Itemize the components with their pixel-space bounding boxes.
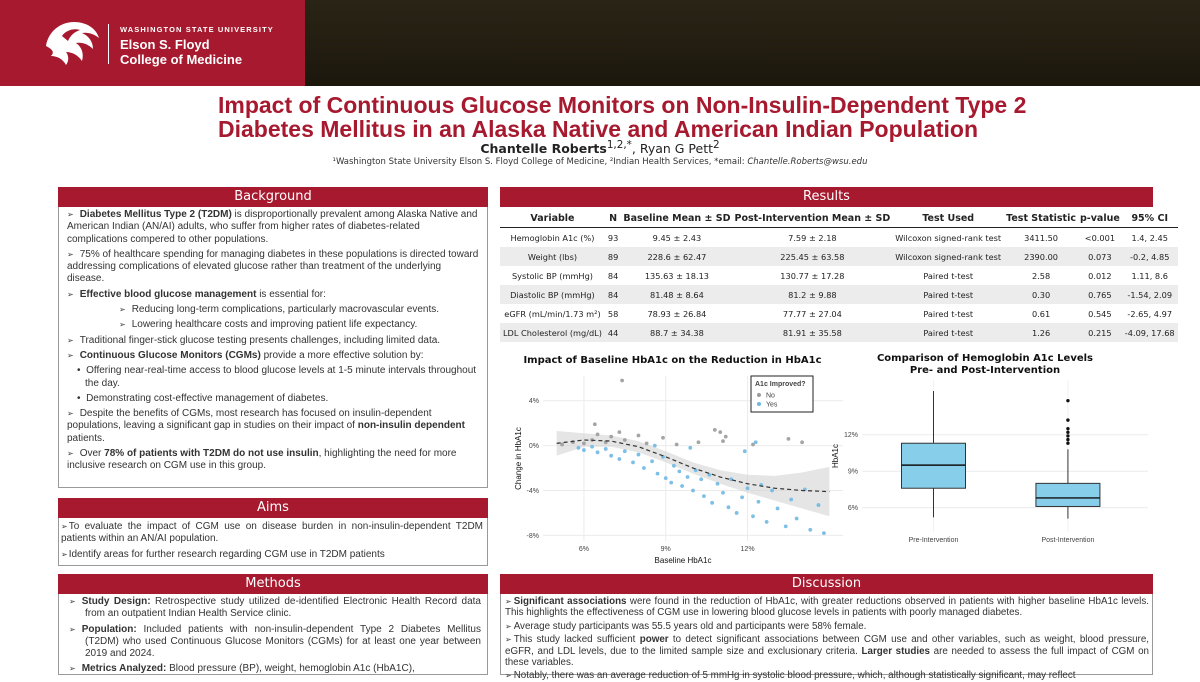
scatter-point xyxy=(765,520,769,524)
arrow-bullet-icon: ➢ xyxy=(61,549,68,559)
aims-item: ➢Identify areas for further research regarding CGM use in T2DM patients xyxy=(61,548,385,560)
arrow-bullet-icon: ➢ xyxy=(67,409,74,419)
discussion-heading: Discussion xyxy=(500,574,1153,594)
scatter-point xyxy=(686,475,690,479)
author-2-sup: 2 xyxy=(713,139,720,151)
poster-title xyxy=(218,93,1118,141)
table-cell: 93 xyxy=(607,232,619,243)
affiliation-line xyxy=(0,157,1200,167)
scatter-point xyxy=(596,450,600,454)
results-table-wrap xyxy=(500,210,1175,342)
outlier-point xyxy=(1066,431,1069,434)
outlier-point xyxy=(1066,418,1069,421)
table-cell: Wilcoxon signed-rank test xyxy=(895,232,1002,243)
results-column-header: Post-Intervention Mean ± SD xyxy=(733,210,893,228)
scatter-point xyxy=(713,428,717,432)
arrow-bullet-icon: ➢ xyxy=(119,305,126,315)
scatter-point xyxy=(609,435,613,439)
table-cell: 2390.00 xyxy=(1004,247,1078,266)
table-row xyxy=(500,285,1178,304)
scatter-point xyxy=(822,531,826,535)
arrow-bullet-icon: ➢ xyxy=(67,350,74,360)
table-cell: Paired t-test xyxy=(923,270,974,281)
methods-item: ➢ Metrics Analyzed: Blood pressure (BP), weight, hemoglobin A1c (HbA1C), xyxy=(69,663,415,675)
scatter-point xyxy=(582,448,586,452)
legend-label: No xyxy=(766,392,775,400)
outlier-point xyxy=(1066,438,1069,441)
scatter-point xyxy=(620,379,624,383)
scatter-point xyxy=(776,507,780,511)
scatter-point xyxy=(631,461,635,465)
background-item: ➢ Diabetes Mellitus Type 2 (T2DM) is disproportionally prevalent among Alaska Native and American Indian (AN/AI) adults, who suffer from higher rates of diabetes-related complications compered to other populations. xyxy=(67,209,478,245)
background-subitem: • Offering near-real-time access to blood glucose levels at 1-5 minute intervals throughout the day. xyxy=(77,365,477,389)
table-cell: 81.2 ± 9.88 xyxy=(733,285,893,304)
scatter-point xyxy=(677,470,681,474)
poster-title-line1: Impact of Continuous Glucose Monitors on Non-Insulin-Dependent Type 2 xyxy=(218,92,1027,118)
scatter-point xyxy=(702,494,706,498)
scatter-point xyxy=(593,422,597,426)
table-cell: -4.09, 17.68 xyxy=(1122,323,1178,342)
x-tick-label: 12% xyxy=(740,546,755,553)
table-row xyxy=(500,323,1178,342)
scatter-point xyxy=(642,466,646,470)
scatter-point xyxy=(743,449,747,453)
scatter-point xyxy=(650,459,654,463)
scatter-point xyxy=(727,505,731,509)
y-tick-label: -8% xyxy=(526,532,539,540)
table-row xyxy=(500,228,1178,248)
arrow-bullet-icon: ➢ xyxy=(69,664,76,674)
table-cell: 88.7 ± 34.38 xyxy=(621,323,732,342)
table-cell: 78.93 ± 26.84 xyxy=(647,308,707,319)
x-tick-label: Post-Intervention xyxy=(1041,537,1095,544)
discussion-item: ➢ This study lacked sufficient power to detect significant associations between CGM use and other variables, such as weight, blood pressure, eGFR, and LDL levels, due to the limited sample size and exclusionary criteria. Larger studies are needed to assess the full impact of CGM on these variables. xyxy=(505,634,1149,669)
scatter-point xyxy=(617,430,621,434)
background-section xyxy=(58,207,488,488)
y-tick-label: 12% xyxy=(843,432,858,440)
table-cell: 77.77 ± 27.04 xyxy=(782,308,842,319)
scatter-point xyxy=(721,491,725,495)
table-cell: 7.59 ± 2.18 xyxy=(788,232,837,243)
scatter-point xyxy=(582,441,586,445)
arrow-bullet-icon: ➢ xyxy=(119,320,126,330)
scatter-point xyxy=(784,525,788,529)
scatter-point xyxy=(800,440,804,444)
y-tick-label: 0% xyxy=(528,443,539,451)
discussion-item: ➢ Average study participants was 55.5 years old and participants were 58% female. xyxy=(505,620,867,632)
box-chart-title xyxy=(855,353,1115,377)
box xyxy=(1036,483,1100,506)
university-name: WASHINGTON STATE UNIVERSITY xyxy=(120,25,274,34)
scatter-point xyxy=(817,503,821,507)
table-cell: 3411.50 xyxy=(1024,232,1058,243)
arrow-bullet-icon: ➢ xyxy=(67,210,74,219)
header-banner-bar xyxy=(305,0,1200,86)
table-cell: 84 xyxy=(605,285,621,304)
scatter-point xyxy=(787,437,791,441)
y-axis-label: HbA1c xyxy=(831,443,840,469)
results-column-header: Variable xyxy=(500,210,605,228)
outlier-point xyxy=(1066,399,1069,402)
results-column-header: Baseline Mean ± SD xyxy=(621,210,732,228)
arrow-bullet-icon: ➢ xyxy=(61,522,68,531)
scatter-chart xyxy=(505,368,845,565)
legend-marker xyxy=(757,393,761,397)
box-chart xyxy=(828,376,1153,551)
methods-item: ➢ Study Design: Retrospective study utilized de-identified Electronic Health Record data from an outpatient Indian Health Service clinic. xyxy=(69,596,481,620)
logo-divider xyxy=(108,24,109,64)
scatter-point xyxy=(688,446,692,450)
background-item: ➢ Effective blood glucose management is essential for: xyxy=(67,288,326,300)
background-subitem: ➢ Reducing long-term complications, particularly macrovascular events. xyxy=(119,304,440,316)
scatter-point xyxy=(664,476,668,480)
scatter-point xyxy=(746,486,750,490)
y-tick-label: 4% xyxy=(528,398,539,406)
scatter-point xyxy=(735,511,739,515)
discussion-section xyxy=(500,594,1153,682)
scatter-point xyxy=(669,481,673,485)
table-cell: 135.63 ± 18.13 xyxy=(644,270,709,281)
table-cell: -1.54, 2.09 xyxy=(1122,285,1178,304)
scatter-point xyxy=(604,447,608,451)
aims-section xyxy=(58,518,488,566)
results-column-header: 95% CI xyxy=(1122,210,1178,228)
scatter-point xyxy=(808,528,812,532)
table-cell: eGFR (mL/min/1.73 m²) xyxy=(504,308,601,319)
table-cell: Paired t-test xyxy=(892,285,1004,304)
discussion-item: ➢ Significant associations were found in the reduction of HbA1c, with greater reductions observed in patients with higher baseline HbA1c levels. This highlights the effectiveness of CGM use in lowering blood glucose levels in patients with poorly managed diabetes. xyxy=(505,596,1149,619)
table-cell: 2.58 xyxy=(1031,270,1051,281)
methods-item: ➢ Population: Included patients with non-insulin-dependent Type 2 Diabetes Mellitus (T2DM) who used Continuous Glucose Monitors (CGMs) for at least one year between 2019 and 2024. xyxy=(69,623,481,660)
scatter-point xyxy=(590,445,594,449)
table-cell: 9.45 ± 2.43 xyxy=(652,232,702,243)
table-cell: 0.30 xyxy=(1004,285,1078,304)
author-2: , Ryan G Pett xyxy=(631,141,714,157)
y-tick-label: 6% xyxy=(847,505,858,513)
scatter-point xyxy=(795,517,799,521)
table-cell: 58 xyxy=(607,308,619,319)
arrow-bullet-icon: ➢ xyxy=(67,289,74,299)
table-cell: 81.48 ± 8.64 xyxy=(621,285,732,304)
box-chart-title-line1: Comparison of Hemoglobin A1c Levels xyxy=(876,353,1094,364)
background-item: ➢ Despite the benefits of CGMs, most research has focused on insulin-dependent populations, leaving a significant gap in studies on their impact of non-insulin dependent patients. xyxy=(67,408,465,444)
table-cell: 0.61 xyxy=(1031,308,1051,319)
table-cell: 81.91 ± 35.58 xyxy=(733,323,893,342)
table-cell: 84 xyxy=(607,270,619,281)
scatter-point xyxy=(721,439,725,443)
affiliation-text: ¹Washington State University Elson S. Floyd College of Medicine, ²Indian Health Services, *email: xyxy=(332,157,748,167)
author-1: Chantelle Roberts xyxy=(480,141,607,157)
arrow-bullet-icon: ➢ xyxy=(69,624,76,634)
background-item: ➢ 75% of healthcare spending for managing diabetes in these populations is directed toward addressing complications of elevated glucose rather than treatment of the underlying disease. xyxy=(67,248,479,285)
scatter-point xyxy=(623,449,627,453)
table-cell: 130.77 ± 17.28 xyxy=(780,270,845,281)
table-cell: 0.073 xyxy=(1078,247,1122,266)
scatter-point xyxy=(697,440,701,444)
background-item: ➢ Over 78% of patients with T2DM do not use insulin, highlighting the need for more inclusive research on CGM use in this group. xyxy=(67,448,457,472)
outlier-point xyxy=(1066,442,1069,445)
x-tick-label: 6% xyxy=(578,546,589,553)
table-row xyxy=(500,304,1178,323)
dot-bullet-icon: • xyxy=(77,365,87,377)
scatter-point xyxy=(623,438,627,442)
scatter-point xyxy=(789,498,793,502)
table-cell: 0.012 xyxy=(1088,270,1112,281)
scatter-point xyxy=(718,430,722,434)
y-tick-label: 9% xyxy=(847,468,858,476)
table-row xyxy=(500,266,1178,285)
background-subitem: ➢ Lowering healthcare costs and improving patient life expectancy. xyxy=(119,319,418,331)
table-cell: 228.6 ± 62.47 xyxy=(621,247,732,266)
author-1-sup: 1,2,* xyxy=(606,139,632,151)
aims-item: ➢To evaluate the impact of CGM use on disease burden in non-insulin-dependent T2DM patients within an AN/AI population. xyxy=(61,521,483,545)
methods-heading: Methods xyxy=(58,574,488,594)
aims-heading: Aims xyxy=(58,498,488,518)
legend-label: Yes xyxy=(766,401,778,409)
discussion-item: ➢ Notably, there was an average reduction of 5 mmHg in systolic blood pressure, which, although statistically significant, may reflect xyxy=(505,670,1076,682)
arrow-bullet-icon: ➢ xyxy=(67,249,74,259)
table-cell: -0.2, 4.85 xyxy=(1122,247,1178,266)
scatter-point xyxy=(577,446,581,450)
legend-marker xyxy=(757,402,761,406)
table-cell: 1.11, 8.6 xyxy=(1131,270,1168,281)
scatter-point xyxy=(754,440,758,444)
scatter-point xyxy=(716,482,720,486)
background-subitem: • Demonstrating cost-effective management of diabetes. xyxy=(77,392,329,404)
scatter-point xyxy=(617,457,621,461)
scatter-point xyxy=(560,443,564,447)
scatter-point xyxy=(596,432,600,436)
table-cell: Hemoglobin A1c (%) xyxy=(510,232,595,243)
table-cell: 89 xyxy=(605,247,621,266)
poster-title-line2: Diabetes Mellitus in an Alaska Native and American Indian Population xyxy=(218,116,979,142)
outlier-point xyxy=(1066,434,1069,437)
scatter-point xyxy=(675,443,679,447)
results-column-header: p-value xyxy=(1078,210,1122,228)
table-cell: <0.001 xyxy=(1084,232,1116,243)
scatter-point xyxy=(710,501,714,505)
scatter-point xyxy=(691,489,695,493)
background-heading: Background xyxy=(58,187,488,207)
table-cell: Weight (lbs) xyxy=(500,247,605,266)
methods-section xyxy=(58,594,488,675)
background-item: ➢ Continuous Glucose Monitors (CGMs) provide a more effective solution by: xyxy=(67,349,424,361)
table-cell: Paired t-test xyxy=(923,308,974,319)
y-tick-label: -4% xyxy=(526,487,539,495)
table-cell: LDL Cholesterol (mg/dL) xyxy=(500,323,605,342)
confidence-band xyxy=(557,431,830,516)
table-cell: 0.545 xyxy=(1088,308,1112,319)
scatter-point xyxy=(672,464,676,468)
table-cell: Systolic BP (mmHg) xyxy=(511,270,593,281)
scatter-point xyxy=(740,495,744,499)
college-name-line2: College of Medicine xyxy=(120,52,243,67)
scatter-point xyxy=(653,444,657,448)
results-column-header: Test Used xyxy=(892,210,1004,228)
scatter-point xyxy=(770,489,774,493)
scatter-chart-title: Impact of Baseline HbA1c on the Reduction in HbA1c xyxy=(523,355,822,366)
table-cell: 1.26 xyxy=(1004,323,1078,342)
arrow-bullet-icon: ➢ xyxy=(505,635,512,645)
scatter-point xyxy=(724,435,728,439)
results-heading: Results xyxy=(500,187,1153,207)
scatter-point xyxy=(656,472,660,476)
scatter-point xyxy=(609,454,613,458)
results-column-header: N xyxy=(605,210,621,228)
arrow-bullet-icon: ➢ xyxy=(67,335,74,345)
cougar-logo-icon xyxy=(42,16,102,68)
arrow-bullet-icon: ➢ xyxy=(505,621,512,631)
results-column-header: Test Statistic xyxy=(1004,210,1078,228)
dot-bullet-icon: • xyxy=(77,392,87,404)
table-cell: 44 xyxy=(605,323,621,342)
x-tick-label: Pre-Intervention xyxy=(908,537,959,544)
contact-email[interactable]: Chantelle.Roberts@wsu.edu xyxy=(747,157,868,167)
arrow-bullet-icon: ➢ xyxy=(69,597,76,606)
y-axis-label: Change in HbA1c xyxy=(514,427,523,490)
table-cell: 0.215 xyxy=(1078,323,1122,342)
table-cell: 0.765 xyxy=(1078,285,1122,304)
scatter-point xyxy=(680,484,684,488)
x-axis-label: Baseline HbA1c xyxy=(654,556,712,565)
table-cell: Wilcoxon signed-rank test xyxy=(892,247,1004,266)
arrow-bullet-icon: ➢ xyxy=(505,671,512,681)
legend-title: A1c Improved? xyxy=(755,381,806,388)
table-cell: Diastolic BP (mmHg) xyxy=(500,285,605,304)
arrow-bullet-icon: ➢ xyxy=(505,597,512,606)
scatter-point xyxy=(645,441,649,445)
scatter-point xyxy=(757,500,761,504)
scatter-point xyxy=(751,514,755,518)
table-row xyxy=(500,247,1178,266)
scatter-point xyxy=(637,453,641,457)
background-item: ➢ Traditional finger-stick glucose testing presents challenges, including limited data. xyxy=(67,334,441,346)
table-cell: 1.4, 2.45 xyxy=(1131,232,1168,243)
x-tick-label: 9% xyxy=(660,546,671,553)
arrow-bullet-icon: ➢ xyxy=(67,449,74,459)
scatter-point xyxy=(661,436,665,440)
table-cell: -2.65, 4.97 xyxy=(1127,308,1173,319)
results-table xyxy=(500,210,1178,342)
table-cell: 225.45 ± 63.58 xyxy=(733,247,893,266)
outlier-point xyxy=(1066,427,1069,430)
table-cell: Paired t-test xyxy=(892,323,1004,342)
scatter-point xyxy=(637,434,641,438)
results-table-header xyxy=(500,210,1178,228)
college-name-line1: Elson S. Floyd xyxy=(120,37,210,52)
scatter-point xyxy=(699,477,703,481)
author-line xyxy=(0,139,1200,156)
box-chart-title-line2: Pre- and Post-Intervention xyxy=(909,365,1061,376)
